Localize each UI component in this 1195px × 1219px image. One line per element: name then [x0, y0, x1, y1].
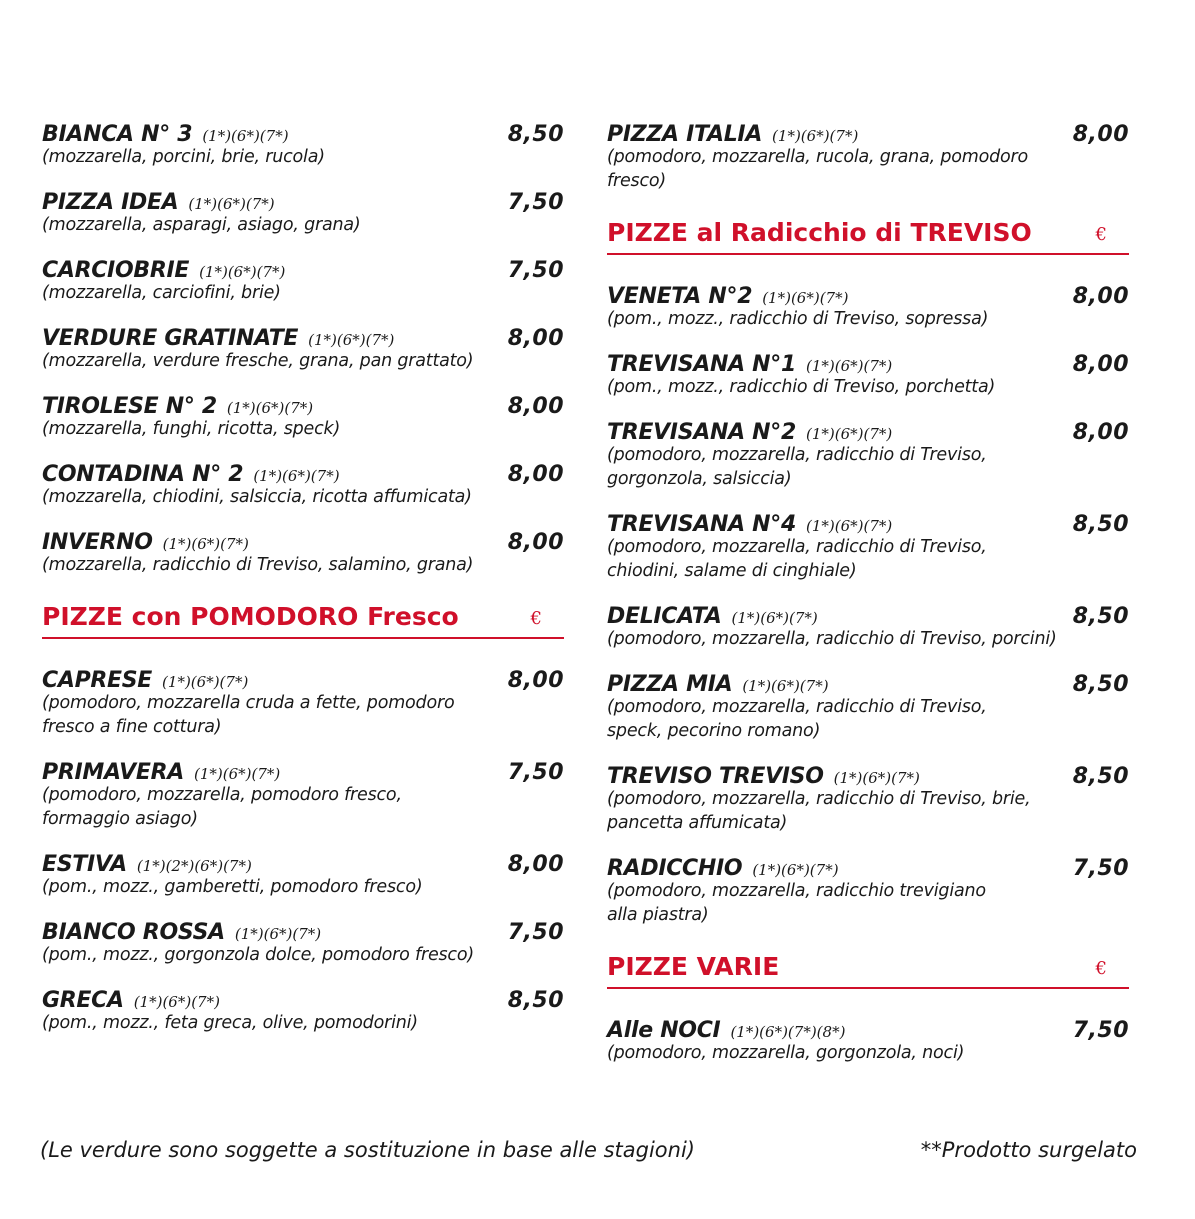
- allergen-codes: (1*)(6*)(7*): [253, 467, 340, 485]
- pizza-ingredients: (mozzarella, funghi, ricotta, speck): [42, 419, 341, 439]
- pizza-name-text: DELICATA: [607, 604, 722, 629]
- pizza-ingredients: (mozzarella, chiodini, salsiccia, ricotta affumicata): [42, 487, 472, 507]
- pizza-name: [42, 668, 248, 693]
- pizza-name: [42, 326, 394, 351]
- menu-item-header: [42, 185, 564, 219]
- menu-item-header: [42, 915, 564, 949]
- pizza-name: [42, 190, 275, 215]
- pizza-name-text: GRECA: [42, 988, 124, 1013]
- right-column: [607, 117, 1129, 1081]
- allergen-codes: (1*)(6*)(7*): [202, 127, 289, 145]
- menu-item-header: [607, 279, 1129, 313]
- pizza-ingredients: (pomodoro, mozzarella, radicchio di Treviso, porcini): [607, 629, 1057, 649]
- menu-item: [607, 117, 1129, 193]
- pizza-price: 7,50: [1072, 856, 1129, 881]
- pizza-ingredients: (pom., mozz., gamberetti, pomodoro fresco): [42, 877, 423, 897]
- menu-item: [42, 983, 564, 1035]
- menu-item-header: [42, 457, 564, 491]
- pizza-price: 8,00: [1072, 420, 1129, 445]
- pizza-name-text: TREVISANA N°2: [607, 420, 796, 445]
- seasonal-note: (Le verdure sono soggette a sostituzione in base alle stagioni): [40, 1138, 695, 1162]
- menu-item: [42, 253, 564, 305]
- pizza-ingredients: (pomodoro, mozzarella, rucola, grana, pomodoro fresco): [607, 147, 1029, 191]
- pizza-name-text: TREVISANA N°1: [607, 352, 796, 377]
- pizza-name-text: CAPRESE: [42, 668, 153, 693]
- pizza-price: 8,50: [507, 988, 564, 1013]
- section-header-pomodoro: [42, 593, 564, 639]
- pizza-ingredients: (mozzarella, porcini, brie, rucola): [42, 147, 325, 167]
- pizza-ingredients: (pomodoro, mozzarella, radicchio di Treviso, chiodini, salame di cinghiale): [607, 537, 987, 581]
- menu-list: [607, 279, 1129, 927]
- pizza-price: 8,50: [1072, 672, 1129, 697]
- pizza-price: 8,00: [507, 394, 564, 419]
- pizza-price: 8,00: [507, 530, 564, 555]
- pizza-name: [607, 352, 892, 377]
- menu-item-header: [42, 663, 564, 697]
- pizza-name-text: CARCIOBRIE: [42, 258, 190, 283]
- pizza-ingredients: (pomodoro, mozzarella cruda a fette, pomodoro fresco a fine cottura): [42, 693, 455, 737]
- pizza-name: [607, 604, 818, 629]
- section-title: PIZZE VARIE: [607, 952, 780, 981]
- menu-item-header: [607, 759, 1129, 793]
- menu-item: [42, 117, 564, 169]
- frozen-note: **Prodotto surgelato: [920, 1138, 1137, 1162]
- allergen-codes: (1*)(6*)(7*): [234, 925, 322, 943]
- menu-item: [42, 525, 564, 577]
- pizza-name: [607, 420, 892, 445]
- pizza-name: [607, 672, 829, 697]
- pizza-ingredients: (pomodoro, mozzarella, radicchio di Treviso, speck, pecorino romano): [607, 697, 987, 741]
- allergen-codes: (1*)(6*)(7*): [742, 677, 829, 695]
- menu-item: [42, 663, 564, 739]
- pizza-price: 8,00: [507, 852, 564, 877]
- pizza-ingredients: (pomodoro, mozzarella, radicchio trevigiano alla piastra): [607, 881, 986, 925]
- pizza-price: 8,00: [1072, 284, 1129, 309]
- pizza-name: [607, 122, 858, 147]
- menu-item-header: [607, 347, 1129, 381]
- section-header-treviso: [607, 209, 1129, 255]
- allergen-codes: (1*)(6*)(7*): [772, 127, 859, 145]
- pizza-name-text: VERDURE GRATINATE: [42, 326, 299, 351]
- euro-symbol: €: [530, 608, 542, 629]
- menu-item-header: [607, 117, 1129, 151]
- pizza-name: [42, 394, 313, 419]
- pizza-price: 8,50: [1072, 512, 1129, 537]
- pizza-ingredients: (pomodoro, mozzarella, radicchio di Treviso, brie, pancetta affumicata): [607, 789, 1031, 833]
- menu-item: [607, 759, 1129, 835]
- menu-item: [42, 847, 564, 899]
- pizza-name: [42, 988, 220, 1013]
- pizza-name: [42, 920, 321, 945]
- menu-item: [607, 1013, 1129, 1065]
- pizza-price: 7,50: [507, 920, 564, 945]
- pizza-name: [607, 512, 892, 537]
- menu-item-header: [42, 321, 564, 355]
- allergen-codes: (1*)(6*)(7*): [805, 357, 893, 375]
- euro-symbol: €: [1095, 224, 1107, 245]
- pizza-price: 7,50: [507, 190, 564, 215]
- pizza-name: [42, 122, 289, 147]
- menu-item: [607, 279, 1129, 331]
- pizza-name: [607, 284, 848, 309]
- menu-list: [607, 117, 1129, 193]
- pizza-ingredients: (mozzarella, radicchio di Treviso, salamino, grana): [42, 555, 474, 575]
- allergen-codes: (1*)(6*)(7*): [805, 517, 893, 535]
- menu-item: [42, 915, 564, 967]
- menu-item: [42, 457, 564, 509]
- allergen-codes: (1*)(6*)(7*): [805, 425, 893, 443]
- menu-list: [42, 663, 564, 1035]
- allergen-codes: (1*)(6*)(7*): [762, 289, 849, 307]
- allergen-codes: (1*)(6*)(7*): [752, 861, 839, 879]
- menu-item-header: [42, 847, 564, 881]
- pizza-name: [42, 462, 340, 487]
- allergen-codes: (1*)(6*)(7*): [308, 331, 395, 349]
- menu-item-header: [607, 599, 1129, 633]
- pizza-name-text: TREVISO TREVISO: [607, 764, 824, 789]
- allergen-codes: (1*)(6*)(7*): [162, 673, 249, 691]
- pizza-price: 8,00: [507, 326, 564, 351]
- allergen-codes: (1*)(6*)(7*): [162, 535, 249, 553]
- pizza-name: [42, 530, 249, 555]
- pizza-name-text: INVERNO: [42, 530, 153, 555]
- menu-item: [42, 755, 564, 831]
- pizza-name-text: Alle NOCI: [607, 1018, 721, 1043]
- menu-item-header: [42, 755, 564, 789]
- pizza-price: 7,50: [507, 760, 564, 785]
- pizza-name: [42, 760, 280, 785]
- pizza-name-text: RADICCHIO: [607, 856, 743, 881]
- pizza-ingredients: (pomodoro, mozzarella, gorgonzola, noci): [607, 1043, 965, 1063]
- pizza-name: [607, 856, 839, 881]
- pizza-price: 8,50: [507, 122, 564, 147]
- menu-item: [607, 415, 1129, 491]
- menu-item-header: [607, 1013, 1129, 1047]
- pizza-ingredients: (pom., mozz., radicchio di Treviso, sopressa): [607, 309, 989, 329]
- allergen-codes: (1*)(2*)(6*)(7*): [136, 857, 252, 875]
- pizza-name-text: PIZZA MIA: [607, 672, 733, 697]
- left-column: [42, 117, 564, 1051]
- section-title: PIZZE con POMODORO Fresco: [42, 602, 459, 631]
- pizza-name-text: PIZZA IDEA: [42, 190, 179, 215]
- menu-item-header: [607, 667, 1129, 701]
- pizza-ingredients: (pom., mozz., gorgonzola dolce, pomodoro fresco): [42, 945, 474, 965]
- pizza-price: 8,00: [1072, 352, 1129, 377]
- pizza-name-text: CONTADINA N° 2: [42, 462, 244, 487]
- pizza-name: [42, 852, 252, 877]
- pizza-name: [607, 764, 920, 789]
- pizza-price: 8,50: [1072, 604, 1129, 629]
- menu-item: [42, 185, 564, 237]
- menu-item-header: [607, 851, 1129, 885]
- allergen-codes: (1*)(6*)(7*): [194, 765, 281, 783]
- menu-item-header: [42, 525, 564, 559]
- menu-item: [607, 599, 1129, 651]
- menu-item: [607, 347, 1129, 399]
- allergen-codes: (1*)(6*)(7*): [188, 195, 275, 213]
- menu-item: [607, 507, 1129, 583]
- pizza-price: 7,50: [507, 258, 564, 283]
- pizza-ingredients: (mozzarella, verdure fresche, grana, pan grattato): [42, 351, 474, 371]
- pizza-ingredients: (mozzarella, carciofini, brie): [42, 283, 281, 303]
- pizza-price: 8,00: [507, 462, 564, 487]
- pizza-name-text: ESTIVA: [42, 852, 127, 877]
- allergen-codes: (1*)(6*)(7*): [226, 399, 314, 417]
- menu-item: [607, 851, 1129, 927]
- menu-item-header: [42, 389, 564, 423]
- pizza-name-text: PIZZA ITALIA: [607, 122, 763, 147]
- menu-item-header: [607, 507, 1129, 541]
- menu-item: [42, 321, 564, 373]
- pizza-ingredients: (mozzarella, asparagi, asiago, grana): [42, 215, 361, 235]
- pizza-name-text: TIROLESE N° 2: [42, 394, 217, 419]
- pizza-ingredients: (pom., mozz., radicchio di Treviso, porchetta): [607, 377, 996, 397]
- pizza-name-text: BIANCO ROSSA: [42, 920, 225, 945]
- section-title: PIZZE al Radicchio di TREVISO: [607, 218, 1032, 247]
- pizza-price: 8,00: [507, 668, 564, 693]
- menu-item: [607, 667, 1129, 743]
- menu-item-header: [42, 253, 564, 287]
- section-header-varie: [607, 943, 1129, 989]
- allergen-codes: (1*)(6*)(7*): [199, 263, 286, 281]
- allergen-codes: (1*)(6*)(7*): [133, 993, 220, 1011]
- menu-item-header: [42, 983, 564, 1017]
- pizza-ingredients: (pomodoro, mozzarella, radicchio di Treviso, gorgonzola, salsiccia): [607, 445, 987, 489]
- pizza-name-text: TREVISANA N°4: [607, 512, 796, 537]
- menu-item-header: [42, 117, 564, 151]
- pizza-price: 8,00: [1072, 122, 1129, 147]
- allergen-codes: (1*)(6*)(7*): [833, 769, 920, 787]
- pizza-name: [42, 258, 285, 283]
- allergen-codes: (1*)(6*)(7*): [731, 609, 818, 627]
- pizza-price: 7,50: [1072, 1018, 1129, 1043]
- pizza-price: 8,50: [1072, 764, 1129, 789]
- pizza-name-text: PRIMAVERA: [42, 760, 184, 785]
- menu-list: [42, 117, 564, 577]
- menu-item-header: [607, 415, 1129, 449]
- allergen-codes: (1*)(6*)(7*)(8*): [730, 1023, 846, 1041]
- menu-item: [42, 389, 564, 441]
- pizza-name: [607, 1018, 845, 1043]
- menu-list: [607, 1013, 1129, 1065]
- pizza-ingredients: (pom., mozz., feta greca, olive, pomodorini): [42, 1013, 418, 1033]
- euro-symbol: €: [1095, 958, 1107, 979]
- pizza-name-text: BIANCA N° 3: [42, 122, 193, 147]
- pizza-name-text: VENETA N°2: [607, 284, 753, 309]
- pizza-ingredients: (pomodoro, mozzarella, pomodoro fresco, formaggio asiago): [42, 785, 402, 829]
